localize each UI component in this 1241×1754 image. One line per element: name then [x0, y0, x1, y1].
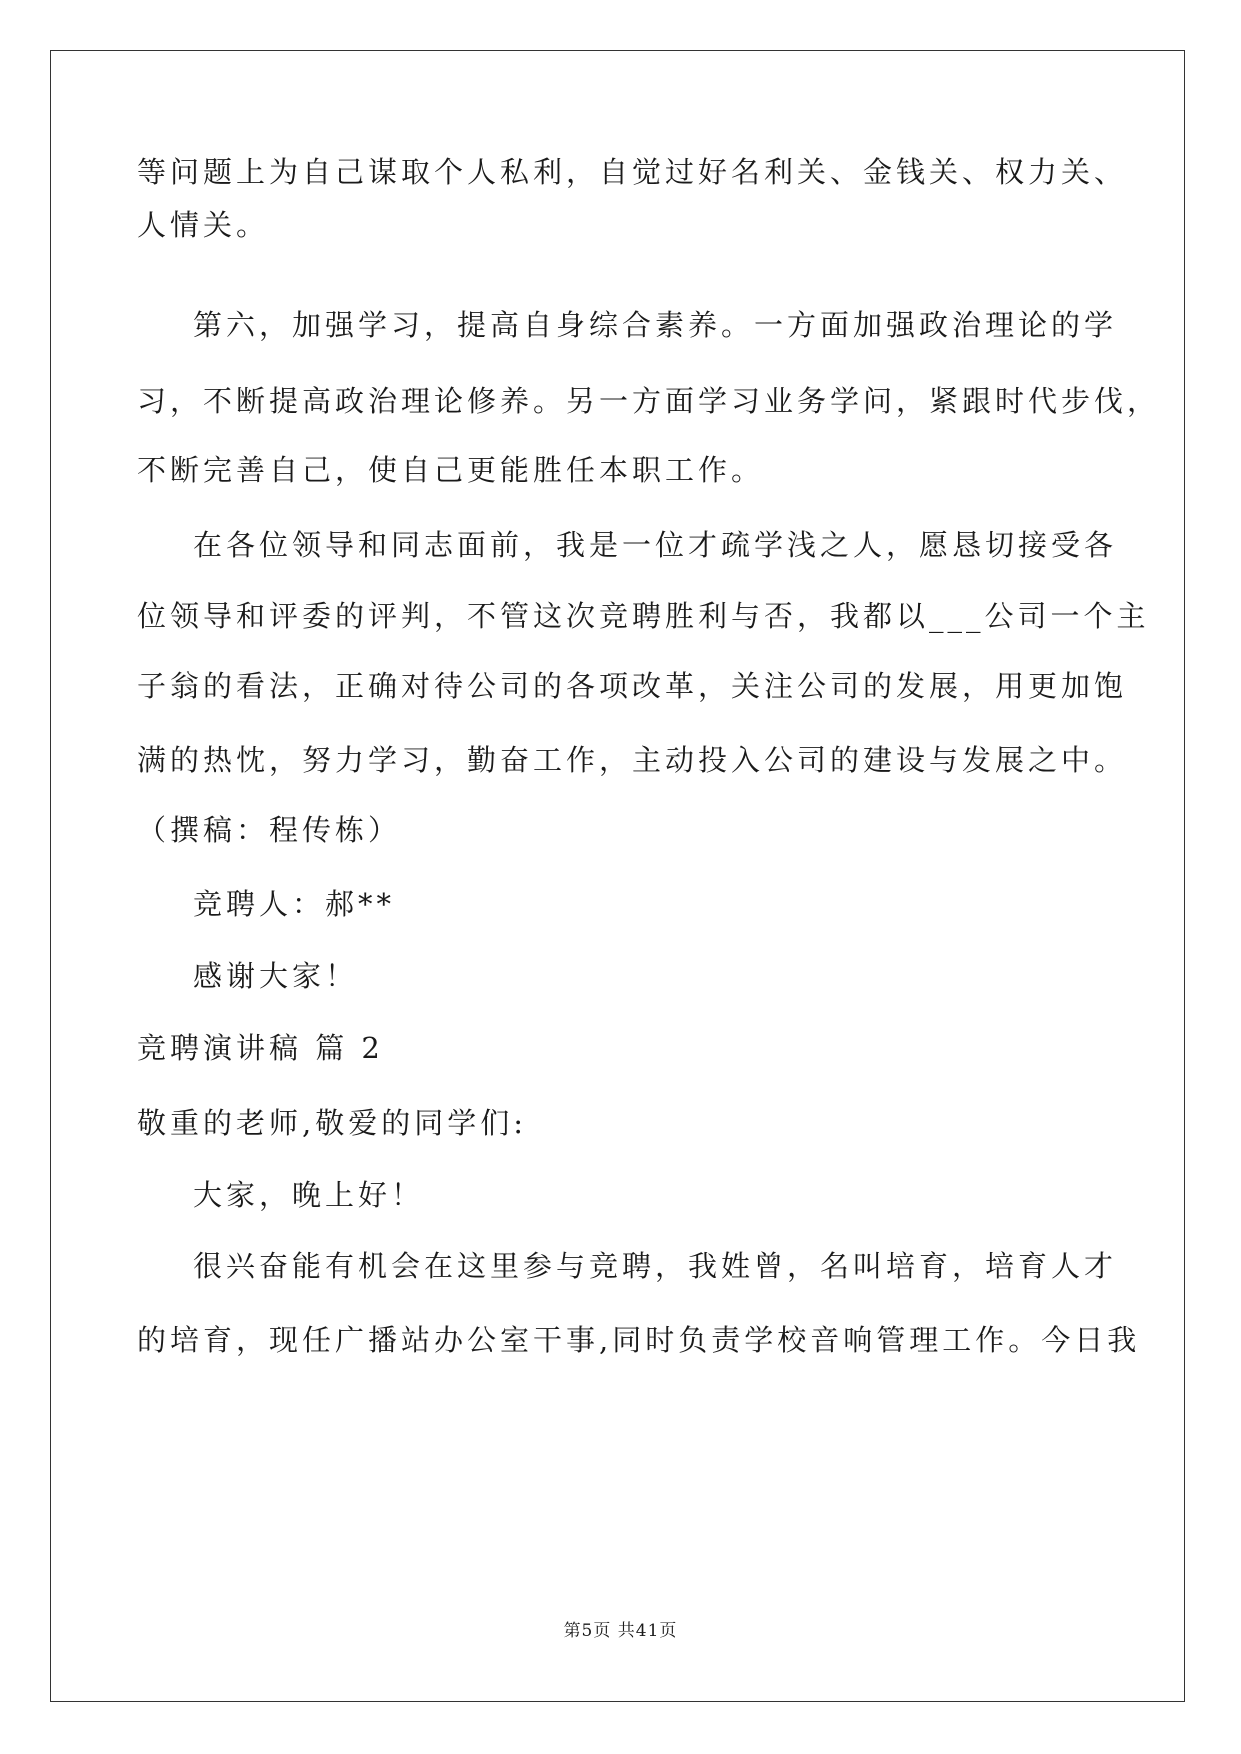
text-line-9: 满的热忱，努力学习，勤奋工作，主动投入公司的建设与发展之中。	[137, 743, 1128, 777]
text-line-2: 人情关。	[137, 208, 270, 242]
text-line-17: 的培育，现任广播站办公室干事,同时负责学校音响管理工作。今日我	[137, 1323, 1141, 1357]
text-line-12: 感谢大家！	[193, 959, 359, 993]
text-line-1: 等问题上为自己谋取个人私利，自觉过好名利关、金钱关、权力关、	[137, 155, 1128, 189]
section-heading: 竞聘演讲稿 篇 2	[137, 1031, 384, 1065]
page-border	[50, 50, 1185, 1702]
text-line-5: 不断完善自己，使自己更能胜任本职工作。	[137, 453, 765, 487]
text-line-14: 敬重的老师,敬爱的同学们:	[137, 1106, 527, 1140]
text-line-6: 在各位领导和同志面前，我是一位才疏学浅之人，愿恳切接受各	[193, 528, 1118, 562]
text-line-16: 很兴奋能有机会在这里参与竞聘，我姓曾，名叫培育，培育人才	[193, 1249, 1118, 1283]
text-line-7: 位领导和评委的评判，不管这次竞聘胜利与否，我都以___公司一个主	[137, 599, 1150, 633]
text-line-10: （撰稿：程传栋）	[137, 813, 402, 847]
page-number: 第5页 共41页	[563, 1621, 678, 1641]
text-line-15: 大家，晚上好！	[193, 1178, 425, 1212]
text-line-3: 第六，加强学习，提高自身综合素养。一方面加强政治理论的学	[193, 308, 1118, 342]
text-line-8: 子翁的看法，正确对待公司的各项改革，关注公司的发展，用更加饱	[137, 669, 1128, 703]
text-line-11: 竞聘人：郝**	[193, 887, 396, 921]
text-line-4: 习，不断提高政治理论修养。另一方面学习业务学问，紧跟时代步伐，	[137, 384, 1161, 418]
